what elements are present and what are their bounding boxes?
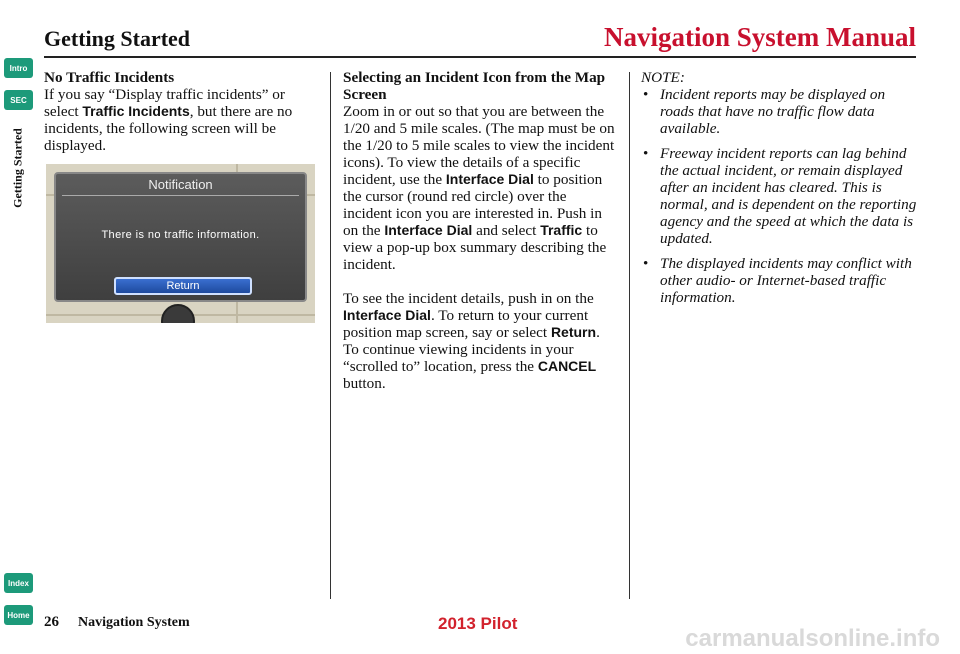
paragraph-details: To see the incident details, push in on the Interface Dial. To return to your current position map screen, say or select Return. To continue viewing incidents in your “scrolled to” location, press the CANCEL button.	[343, 290, 600, 392]
column-3	[641, 69, 921, 314]
dialog-title: Notification	[148, 177, 213, 192]
watermark: carmanualsonline.info	[685, 625, 940, 652]
model-label: 2013 Pilot	[438, 614, 518, 633]
column-2	[343, 69, 615, 392]
sec-tab[interactable]: SEC	[4, 90, 33, 110]
keyword-cancel: CANCEL	[537, 358, 597, 374]
intro-tab[interactable]: Intro	[4, 58, 33, 78]
keyword-traffic-incidents: Traffic Incidents	[82, 103, 190, 119]
notification-screenshot	[46, 164, 315, 323]
notification-dialog	[54, 172, 307, 302]
dialog-message: There is no traffic information.	[101, 229, 260, 241]
index-tab[interactable]: Index	[4, 573, 33, 593]
note-item: • The displayed incidents may conflict with other audio- or Internet-based traffic information.	[641, 255, 921, 306]
keyword-interface-dial: Interface Dial	[384, 222, 473, 238]
manual-title: Navigation System Manual	[603, 22, 916, 52]
side-section-label: Getting Started	[10, 128, 25, 208]
column-1	[44, 69, 316, 154]
note-title: NOTE:	[641, 69, 685, 86]
note-item: • Incident reports may be displayed on roads that have no traffic flow data available.	[641, 86, 921, 137]
column-divider-2	[629, 72, 630, 599]
heading-no-traffic: No Traffic Incidents	[44, 69, 175, 86]
paragraph-no-traffic: If you say “Display traffic incidents” or select Traffic Incidents, but there are no incidents, the following screen will be displayed.	[44, 86, 293, 154]
column-divider-1	[330, 72, 331, 599]
keyword-interface-dial: Interface Dial	[445, 171, 534, 187]
keyword-traffic: Traffic	[540, 222, 583, 238]
keyword-interface-dial: Interface Dial	[343, 307, 431, 323]
page-number: 26	[44, 614, 59, 630]
footer-title: Navigation System	[78, 615, 190, 630]
note-list	[641, 86, 921, 306]
keyword-return: Return	[550, 324, 597, 340]
header-section-title: Getting Started	[44, 26, 191, 51]
note-item: • Freeway incident reports can lag behind the actual incident, or remain displayed after an incident has cleared. This is normal, and is dependent on the reporting agency and the speed at which the data is updated.	[641, 145, 921, 247]
header-rule	[44, 56, 916, 58]
home-tab[interactable]: Home	[4, 605, 33, 625]
return-button[interactable]: Return	[114, 277, 252, 295]
paragraph-zoom: Zoom in or out so that you are between the 1/20 and 5 mile scales. (The map must be on the 1/20 to 5 mile scales to view the incident icons). To view the details of a specific incident, use the Interface Dial to position the cursor (round red circle) over the incident icon you are interested in. Push in on the Interface Dial and select Traffic to view a pop-up box summary describing the incident.	[343, 103, 615, 273]
dialog-rule	[62, 195, 299, 196]
heading-selecting-incident: Selecting an Incident Icon from the Map Screen	[343, 69, 606, 103]
